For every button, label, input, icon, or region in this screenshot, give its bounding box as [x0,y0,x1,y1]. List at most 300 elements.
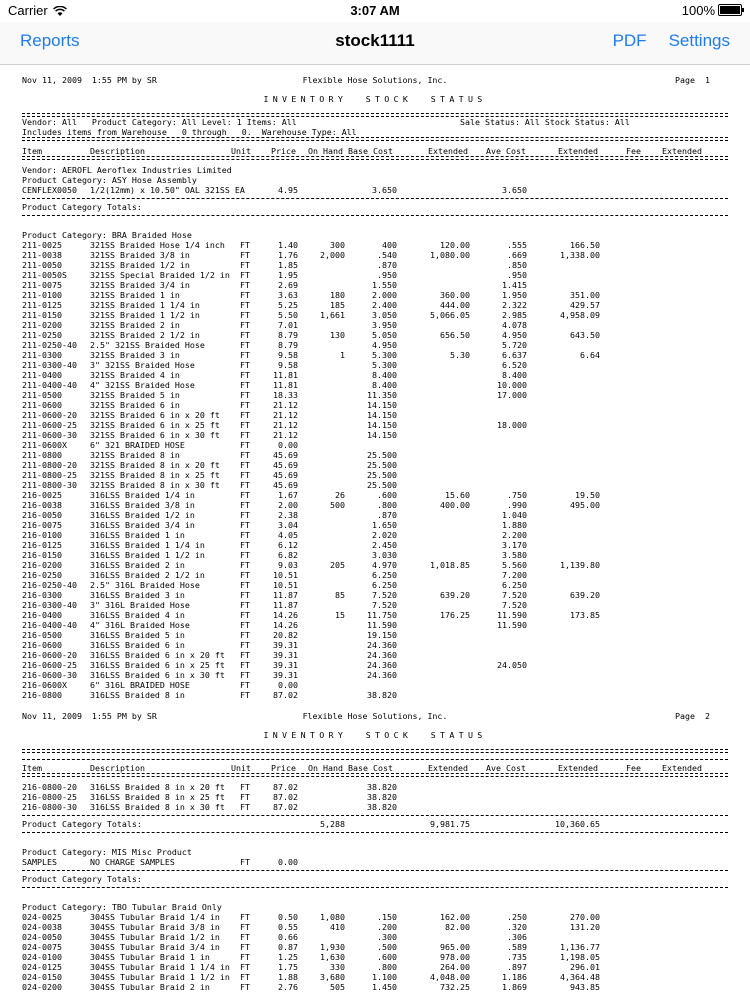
cell-0: 216-0800 [22,690,62,700]
cell-4: 1 [340,350,345,360]
table-row [0,410,750,420]
cell-6: 4,048.00 [430,972,470,982]
cell-0: 211-0100 [22,290,62,300]
cell-0: 211-0150 [22,310,62,320]
column-header-10: Extended [662,146,702,156]
report-title: INVENTORY STOCK STATUS [263,94,487,104]
criteria-warehouse: Includes items from Warehouse 0 through 0. Warehouse Type: All [22,127,357,137]
report-title: INVENTORY STOCK STATUS [263,730,487,740]
table-row [0,250,750,260]
cell-6: 176.25 [440,610,470,620]
cell-0: 216-0600-30 [22,670,77,680]
cell-2: FT [240,530,250,540]
cell-5: 3.650 [372,185,397,195]
battery-indicator: 100% [682,3,742,18]
table-row [0,932,750,942]
cell-4: 330 [330,962,345,972]
cell-7: 2.200 [502,530,527,540]
cell-2: FT [240,600,250,610]
cell-5: 24.360 [367,660,397,670]
cell-1: 321SS Braided Hose 1/4 inch [90,240,225,250]
column-header-8: Extended [558,146,598,156]
cell-0: 024-0050 [22,932,62,942]
cell-4: 410 [330,922,345,932]
table-row [0,400,750,410]
cell-6: 360.00 [440,290,470,300]
cell-3: 11.81 [273,380,298,390]
totals-label: Product Category Totals: [22,202,142,212]
cell-1: 316LSS Braided 3/8 in [90,500,195,510]
cell-2: FT [240,610,250,620]
cell-3: 18.33 [273,390,298,400]
cell-7: 8.400 [502,370,527,380]
cell-2: FT [240,490,250,500]
column-header-1: Description [90,146,145,156]
cell-7: 6.637 [502,350,527,360]
cell-4: 1,930 [320,942,345,952]
cell-3: 2.00 [278,500,298,510]
cell-0: 216-0800-20 [22,782,77,792]
cell-0: CENFLEX0050 [22,185,77,195]
cell-3: 21.12 [273,410,298,420]
cell-6: 1,018.85 [430,560,470,570]
cell-1: 304SS Tubular Braid 2 in [90,982,210,992]
cell-1: 321SS Braided 1 in [90,290,180,300]
table-row [0,782,750,792]
category-label: Vendor: AEROFL Aeroflex Industries Limited [22,165,232,175]
cell-2: FT [240,620,250,630]
cell-3: 1.85 [278,260,298,270]
cell-5: 11.350 [367,390,397,400]
cell-7: 7.200 [502,570,527,580]
cell-3: 1.75 [278,962,298,972]
cell-2: FT [240,962,250,972]
cell-5: 8.400 [372,380,397,390]
table-row [0,320,750,330]
table-row [0,912,750,922]
cell-7: 2.322 [502,300,527,310]
cell-3: 0.50 [278,912,298,922]
cell-2: FT [240,782,250,792]
column-header-9: Fee [626,146,641,156]
cell-0: 211-0400 [22,370,62,380]
cell-3: 0.00 [278,680,298,690]
reports-back-button[interactable]: Reports [20,31,80,50]
cell-1: 316LSS Braided 6 in [90,640,185,650]
cell-0: 211-0038 [22,250,62,260]
column-header-4: On Hand [308,763,343,773]
cell-3: 21.12 [273,420,298,430]
cell-2: FT [240,690,250,700]
total-0: 5,288 [320,819,345,829]
category-totals [0,819,750,829]
cell-2: FT [240,330,250,340]
cell-1: 321SS Braided 6 in [90,400,180,410]
table-row [0,792,750,802]
table-row [0,580,750,590]
cell-8: 173.85 [570,610,600,620]
cell-1: 321SS Braided 2 in [90,320,180,330]
cell-1: 316LSS Braided 6 in x 30 ft [90,670,225,680]
cell-2: FT [240,350,250,360]
report-document[interactable] [0,65,750,1000]
cell-1: 321SS Braided 3/8 in [90,250,190,260]
table-row [0,280,750,290]
cell-0: 211-0800-25 [22,470,77,480]
cell-2: FT [240,250,250,260]
cell-5: .200 [377,922,397,932]
category-header [0,230,750,240]
table-row [0,650,750,660]
cell-0: 024-0100 [22,952,62,962]
cell-1: 3" 321SS Braided Hose [90,360,195,370]
cell-5: 19.150 [367,630,397,640]
cell-1: 321SS Braided 2 1/2 in [90,330,200,340]
cell-5: 24.360 [367,640,397,650]
cell-2: FT [240,460,250,470]
category-totals [0,202,750,212]
cell-7: 5.720 [502,340,527,350]
cell-4: 505 [330,982,345,992]
cell-2: FT [240,450,250,460]
table-row [0,390,750,400]
cell-6: 639.20 [440,590,470,600]
cell-7: 17.000 [497,390,527,400]
clock: 3:07 AM [350,3,400,18]
cell-1: 316LSS Braided 1 in [90,530,185,540]
page-gap [0,700,750,711]
cell-1: NO CHARGE SAMPLES [90,857,175,867]
section-gap [0,836,750,847]
cell-5: 24.360 [367,670,397,680]
cell-1: 316LSS Braided 6 in x 20 ft [90,650,225,660]
table-row [0,370,750,380]
table-row [0,310,750,320]
cell-5: 38.820 [367,690,397,700]
cell-6: 656.50 [440,330,470,340]
cell-4: 130 [330,330,345,340]
cell-1: 4" 321SS Braided Hose [90,380,195,390]
cell-1: 316LSS Braided 1/4 in [90,490,195,500]
table-row [0,360,750,370]
cell-3: 11.87 [273,600,298,610]
table-row [0,500,750,510]
cell-5: 2.450 [372,540,397,550]
cell-1: 316LSS Braided 2 in [90,560,185,570]
cell-7: 1.869 [502,982,527,992]
category-header [0,902,750,912]
cell-0: 216-0600X [22,680,67,690]
cell-3: 1.88 [278,972,298,982]
cell-2: FT [240,550,250,560]
cell-4: 500 [330,500,345,510]
cell-5: 7.520 [372,590,397,600]
cell-5: 14.150 [367,410,397,420]
cell-3: 39.31 [273,650,298,660]
table-row [0,560,750,570]
cell-2: FT [240,792,250,802]
cell-5: 7.520 [372,600,397,610]
cell-0: 211-0250 [22,330,62,340]
cell-8: 1,338.00 [560,250,600,260]
pdf-button[interactable]: PDF [612,31,647,50]
company-name: Flexible Hose Solutions, Inc. [302,75,448,85]
cell-5: 14.150 [367,400,397,410]
status-bar [0,0,750,22]
cell-3: 4.05 [278,530,298,540]
cell-8: 4,364.48 [560,972,600,982]
settings-button[interactable]: Settings [668,31,730,50]
cell-2: FT [240,290,250,300]
cell-6: 82.00 [445,922,470,932]
cell-0: 024-0025 [22,912,62,922]
column-header [0,763,750,773]
page-title: stock1111 [335,31,415,50]
category-header [0,175,750,185]
category-header [0,165,750,175]
cell-5: 24.360 [367,650,397,660]
cell-0: 216-0600 [22,640,62,650]
cell-7: 6.520 [502,360,527,370]
cell-0: 216-0300 [22,590,62,600]
cell-1: 321SS Braided 6 in x 30 ft [90,430,220,440]
cell-5: .150 [377,912,397,922]
cell-4: 26 [335,490,345,500]
table-row [0,690,750,700]
cell-5: .600 [377,952,397,962]
table-row [0,802,750,812]
cell-5: 2.400 [372,300,397,310]
cell-0: 216-0025 [22,490,62,500]
cell-7: .950 [507,270,527,280]
cell-0: 211-0400-40 [22,380,77,390]
cell-0: 211-0300-40 [22,360,77,370]
cell-0: 211-0600-25 [22,420,77,430]
cell-0: 024-0150 [22,972,62,982]
table-row [0,640,750,650]
cell-7: 10.000 [497,380,527,390]
cell-3: 7.01 [278,320,298,330]
cell-5: 2.000 [372,290,397,300]
column-header-5: Base Cost [348,146,393,156]
cell-7: 4.950 [502,330,527,340]
cell-3: 45.69 [273,480,298,490]
cell-0: SAMPLES [22,857,57,867]
cell-4: 300 [330,240,345,250]
cell-0: 216-0800-30 [22,802,77,812]
column-header-6: Extended [428,763,468,773]
cell-2: FT [240,660,250,670]
cell-3: 39.31 [273,670,298,680]
cell-0: 216-0600-25 [22,660,77,670]
cell-7: .735 [507,952,527,962]
cell-3: 1.95 [278,270,298,280]
cell-2: FT [240,670,250,680]
cell-7: 1.880 [502,520,527,530]
cell-2: FT [240,510,250,520]
table-row [0,350,750,360]
cell-2: FT [240,480,250,490]
cell-5: 38.820 [367,802,397,812]
cell-1: 1/2(12mm) x 10.50" OAL 321SS EA [90,185,245,195]
table-row [0,300,750,310]
column-header-5: Base Cost [348,763,393,773]
cell-6: 5.30 [450,350,470,360]
cell-5: .950 [377,270,397,280]
cell-3: 39.31 [273,640,298,650]
cell-7: 1.950 [502,290,527,300]
total-1: 9,981.75 [430,819,470,829]
cell-5: 11.750 [367,610,397,620]
cell-0: 216-0300-40 [22,600,77,610]
cell-3: 6.12 [278,540,298,550]
column-header-2: Unit [231,146,251,156]
cell-0: 024-0075 [22,942,62,952]
table-row [0,480,750,490]
cell-2: FT [240,520,250,530]
cell-2: FT [240,320,250,330]
cell-2: FT [240,390,250,400]
cell-5: 25.500 [367,470,397,480]
cell-2: FT [240,430,250,440]
cell-4: 2,000 [320,250,345,260]
table-row [0,185,750,195]
cell-1: 316LSS Braided 2 1/2 in [90,570,205,580]
total-2: 10,360.65 [555,819,600,829]
cell-5: .600 [377,490,397,500]
cell-6: 264.00 [440,962,470,972]
cell-8: 1,139.80 [560,560,600,570]
cell-4: 1,630 [320,952,345,962]
cell-4: 205 [330,560,345,570]
cell-5: 4.950 [372,340,397,350]
table-row [0,942,750,952]
cell-3: 0.00 [278,440,298,450]
cell-3: 87.02 [273,792,298,802]
cell-3: 2.38 [278,510,298,520]
cell-0: 211-0800-30 [22,480,77,490]
table-row [0,470,750,480]
cell-5: 38.820 [367,792,397,802]
cell-3: 4.95 [278,185,298,195]
cell-8: 4,958.09 [560,310,600,320]
cell-8: 943.85 [570,982,600,992]
cell-7: 1.040 [502,510,527,520]
cell-0: 216-0250-40 [22,580,77,590]
table-row [0,540,750,550]
table-row [0,982,750,992]
carrier-label: Carrier [8,3,67,18]
cell-1: 304SS Tubular Braid 1/4 in [90,912,220,922]
cell-7: .897 [507,962,527,972]
cell-1: 321SS Braided 1 1/4 in [90,300,200,310]
cell-8: 19.50 [575,490,600,500]
cell-1: 3" 316L Braided Hose [90,600,190,610]
cell-5: 25.500 [367,460,397,470]
cell-4: 1,661 [320,310,345,320]
column-header-4: On Hand [308,146,343,156]
cell-1: 2.5" 321SS Braided Hose [90,340,205,350]
cell-8: 166.50 [570,240,600,250]
cell-0: 216-0100 [22,530,62,540]
table-row [0,260,750,270]
cell-3: 11.87 [273,590,298,600]
cell-1: 6" 316L BRAIDED HOSE [90,680,190,690]
table-row [0,530,750,540]
cell-1: 316LSS Braided 8 in x 25 ft [90,792,225,802]
cell-0: 211-0500 [22,390,62,400]
cell-7: 2.985 [502,310,527,320]
cell-0: 216-0125 [22,540,62,550]
cell-5: 3.050 [372,310,397,320]
cell-1: 316LSS Braided 5 in [90,630,185,640]
cell-2: FT [240,560,250,570]
cell-3: 45.69 [273,450,298,460]
table-row [0,430,750,440]
cell-2: FT [240,802,250,812]
cell-5: 8.400 [372,370,397,380]
cell-0: 024-0038 [22,922,62,932]
cell-3: 1.67 [278,490,298,500]
cell-0: 216-0800-25 [22,792,77,802]
cell-6: 120.00 [440,240,470,250]
cell-0: 216-0050 [22,510,62,520]
cell-7: 24.050 [497,660,527,670]
column-header-0: Item [22,763,42,773]
cell-0: 211-0600-30 [22,430,77,440]
cell-1: 316LSS Braided 1/2 in [90,510,195,520]
cell-1: 321SS Braided 6 in x 25 ft [90,420,220,430]
category-header [0,847,750,857]
column-header-7: Ave Cost [486,763,526,773]
cell-4: 85 [335,590,345,600]
cell-2: FT [240,400,250,410]
cell-5: 3.950 [372,320,397,330]
cell-3: 11.81 [273,370,298,380]
cell-3: 10.51 [273,570,298,580]
cell-3: 5.50 [278,310,298,320]
cell-3: 14.26 [273,620,298,630]
cell-3: 87.02 [273,782,298,792]
table-row [0,490,750,500]
cell-7: .250 [507,912,527,922]
column-header-6: Extended [428,146,468,156]
cell-0: 211-0075 [22,280,62,290]
table-row [0,550,750,560]
column-header-7: Ave Cost [486,146,526,156]
navigation-bar [0,22,750,65]
cell-8: 270.00 [570,912,600,922]
cell-5: .870 [377,510,397,520]
report-date: Nov 11, 2009 1:55 PM by SR [22,75,157,85]
table-row [0,952,750,962]
cell-2: FT [240,942,250,952]
section-gap [0,219,750,230]
spacer [0,141,750,143]
cell-3: 45.69 [273,460,298,470]
cell-0: 211-0800 [22,450,62,460]
cell-1: 304SS Tubular Braid 1/2 in [90,932,220,942]
cell-1: 304SS Tubular Braid 1 1/2 in [90,972,230,982]
cell-1: 304SS Tubular Braid 3/8 in [90,922,220,932]
totals-label: Product Category Totals: [22,819,142,829]
table-row [0,670,750,680]
cell-2: FT [240,270,250,280]
table-row [0,962,750,972]
cell-1: 321SS Braided 6 in x 20 ft [90,410,220,420]
cell-2: FT [240,580,250,590]
cell-8: 6.64 [580,350,600,360]
